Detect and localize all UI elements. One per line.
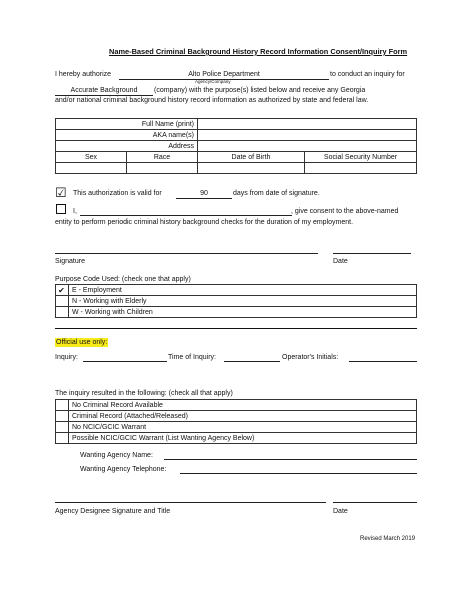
company-field[interactable]: Accurate Background <box>55 86 153 96</box>
consent-line2: entity to perform periodic criminal history background checks for the duration of my employment. <box>55 219 354 226</box>
authorize-prefix: I hereby authorize <box>55 71 112 78</box>
initials-label: Operator's Initials: <box>282 354 339 361</box>
time-label: Time of Inquiry: <box>168 354 216 361</box>
signature-date-label: Date <box>333 258 348 265</box>
identity-table <box>55 118 417 174</box>
race-input[interactable] <box>127 163 198 174</box>
wanting-agency-phone-label: Wanting Agency Telephone: <box>80 466 167 473</box>
designee-date-label: Date <box>333 508 348 515</box>
result-item: Criminal Record (Attached/Released) <box>69 411 417 422</box>
purpose-children: W - Working with Children <box>69 307 417 318</box>
designee-date-line[interactable] <box>333 502 417 503</box>
full-name-label: Full Name (print) <box>56 119 198 130</box>
dob-header: Date of Birth <box>198 152 305 163</box>
consent-suffix: , give consent to the above-named <box>291 208 399 215</box>
validity-suffix: days from date of signature. <box>233 190 320 197</box>
section-divider <box>55 328 417 329</box>
designee-signature-line[interactable] <box>55 502 326 503</box>
purpose-check-elderly[interactable] <box>56 296 69 307</box>
result-check-1[interactable] <box>56 400 69 411</box>
result-item: No Criminal Record Available <box>69 400 417 411</box>
designee-label: Agency Designee Signature and Title <box>55 508 171 515</box>
sex-input[interactable] <box>56 163 127 174</box>
ssn-header: Social Security Number <box>305 152 417 163</box>
sex-header: Sex <box>56 152 127 163</box>
authorize-line3: and/or national criminal background history record information as authorized by state and federal law. <box>55 97 369 104</box>
agency-caption: Agency/Company <box>195 79 231 84</box>
validity-days-field[interactable]: 90 <box>176 189 232 199</box>
authorize-suffix: to conduct an inquiry for <box>330 71 405 78</box>
aka-label: AKA name(s) <box>56 130 198 141</box>
result-check-3[interactable] <box>56 422 69 433</box>
check-icon: ✔ <box>58 285 65 295</box>
consent-prefix: I, <box>73 208 77 215</box>
agency-field[interactable]: Alto Police Department <box>119 70 329 80</box>
validity-checkbox[interactable]: ☑ <box>55 185 67 200</box>
result-check-2[interactable] <box>56 411 69 422</box>
race-header: Race <box>127 152 198 163</box>
official-use-label: Official use only: <box>56 339 108 346</box>
purpose-check-employment[interactable] <box>56 285 69 296</box>
result-check-4[interactable] <box>56 433 69 444</box>
wanting-agency-phone-field[interactable] <box>180 465 417 474</box>
results-heading: The inquiry resulted in the following: (check all that apply) <box>55 390 233 397</box>
full-name-input[interactable] <box>198 119 417 130</box>
consent-name-field[interactable] <box>80 207 292 216</box>
company-suffix: (company) with the purpose(s) listed below and receive any Georgia <box>154 87 366 94</box>
form-title: Name-Based Criminal Background History Record Information Consent/Inquiry Form <box>109 47 408 56</box>
initials-field[interactable] <box>349 353 417 362</box>
wanting-agency-name-label: Wanting Agency Name: <box>80 452 153 459</box>
revision-footer: Revised March 2019 <box>360 536 416 542</box>
result-item: Possible NCIC/GCIC Warrant (List Wanting Agency Below) <box>69 433 417 444</box>
time-field[interactable] <box>224 353 280 362</box>
signature-date-line[interactable] <box>333 253 411 254</box>
validity-prefix: This authorization is valid for <box>73 190 162 197</box>
consent-checkbox[interactable] <box>56 204 66 214</box>
result-item: No NCIC/GCIC Warrant <box>69 422 417 433</box>
purpose-table <box>55 284 417 318</box>
aka-input[interactable] <box>198 130 417 141</box>
results-table <box>55 399 417 444</box>
purpose-employment: E - Employment <box>69 285 417 296</box>
purpose-check-children[interactable] <box>56 307 69 318</box>
signature-line[interactable] <box>55 253 318 254</box>
signature-label: Signature <box>55 258 85 265</box>
inquiry-label: Inquiry: <box>55 354 78 361</box>
dob-input[interactable] <box>198 163 305 174</box>
wanting-agency-name-field[interactable] <box>164 451 417 460</box>
ssn-input[interactable] <box>305 163 417 174</box>
address-label: Address <box>56 141 198 152</box>
purpose-elderly: N - Working with Elderly <box>69 296 417 307</box>
inquiry-field[interactable] <box>83 353 167 362</box>
purpose-heading: Purpose Code Used: (check one that apply) <box>55 276 191 283</box>
address-input[interactable] <box>198 141 417 152</box>
